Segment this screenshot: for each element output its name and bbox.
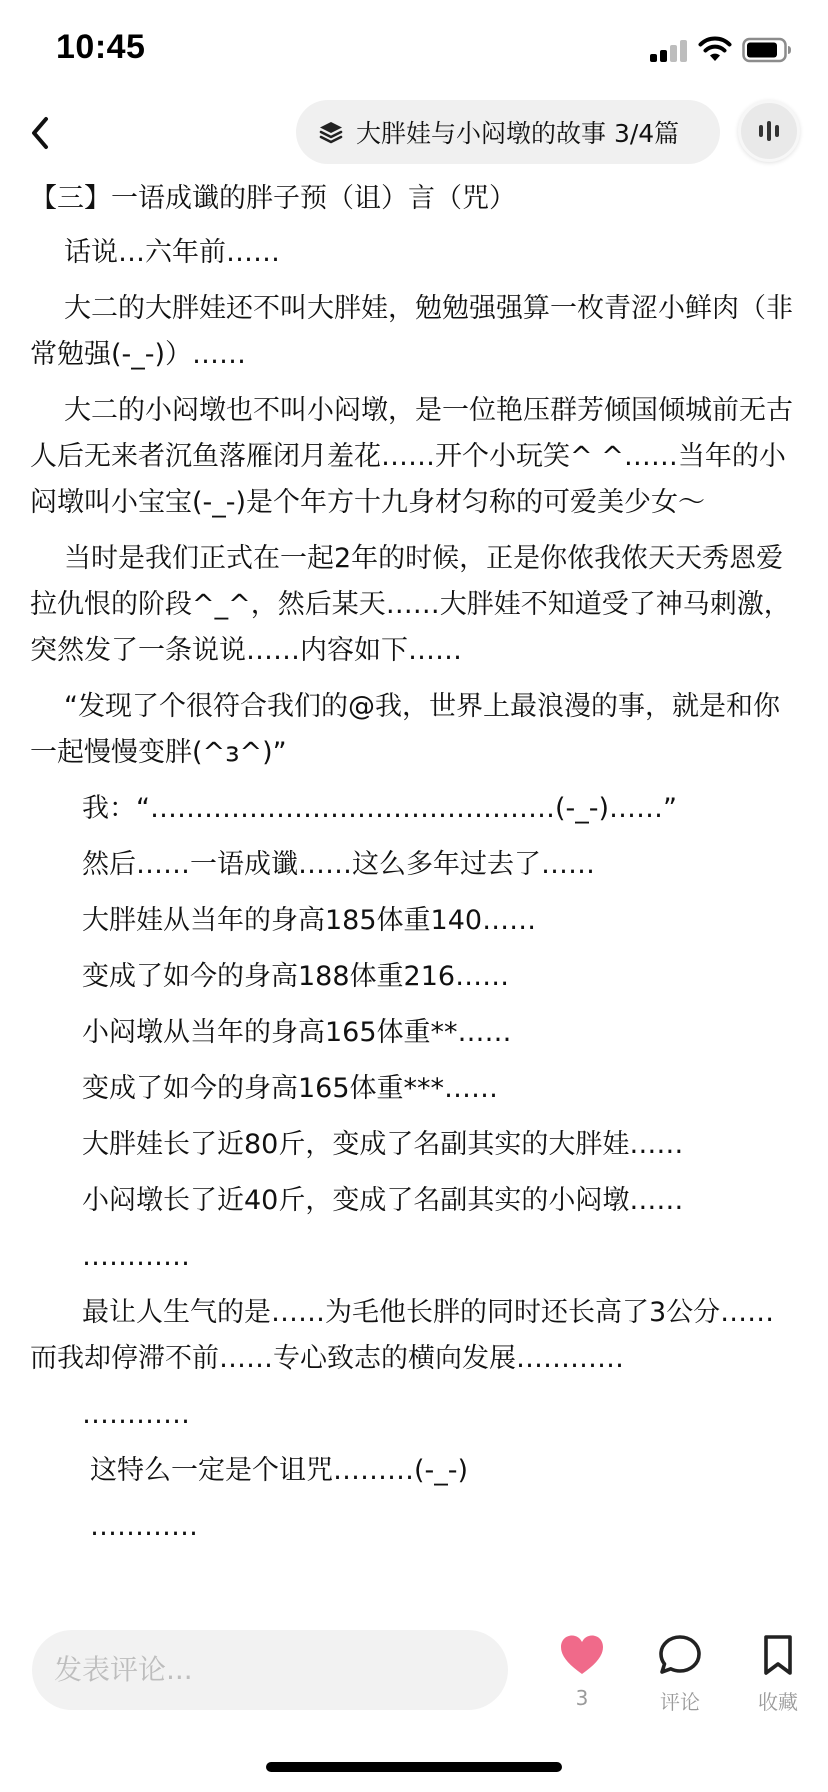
top-nav bbox=[0, 96, 828, 172]
paragraph: ………… bbox=[82, 1399, 190, 1430]
comment-bubble-icon bbox=[658, 1634, 702, 1676]
paragraph: 最让人生气的是……为毛他长胖的同时还长高了3公分……而我却停滞不前……专心致志的横向发展………… bbox=[30, 1297, 775, 1374]
status-time: 10:45 bbox=[56, 28, 146, 66]
bookmark-icon bbox=[761, 1634, 795, 1676]
paragraph: “发现了个很符合我们的@我，世界上最浪漫的事，就是和你一起慢慢变胖(^ɜ^)” bbox=[30, 691, 780, 768]
paragraph: 然后……一语成谶……这么多年过去了…… bbox=[82, 849, 595, 880]
favorite-button[interactable] bbox=[738, 1634, 818, 1734]
paragraph: 我：“………………………………………(-_-)……” bbox=[82, 793, 678, 824]
battery-icon bbox=[742, 37, 792, 63]
audio-waveform-icon bbox=[757, 119, 781, 143]
article-heading: 【三】一语成谶的胖子预（诅）言（咒） bbox=[30, 183, 516, 214]
cellular-signal-icon bbox=[650, 40, 690, 62]
paragraph: 小闷墩长了近40斤，变成了名副其实的小闷墩…… bbox=[82, 1185, 684, 1216]
paragraph: 大二的大胖娃还不叫大胖娃，勉勉强强算一枚青涩小鲜肉（非常勉强(-_-)）…… bbox=[30, 293, 793, 370]
comment-button[interactable] bbox=[640, 1634, 720, 1734]
series-title: 大胖娃与小闷墩的故事 3/4篇 bbox=[356, 119, 680, 148]
paragraph: 变成了如今的身高188体重216…… bbox=[82, 961, 510, 992]
paragraph: 变成了如今的身高165体重***…… bbox=[82, 1073, 499, 1104]
paragraph: ………… bbox=[90, 1511, 198, 1542]
like-button[interactable] bbox=[542, 1634, 622, 1734]
back-chevron-icon bbox=[24, 110, 58, 156]
paragraph: 大二的小闷墩也不叫小闷墩，是一位艳压群芳倾国倾城前无古人后无来者沉鱼落雁闭月羞花……开个小玩笑^ ^……当年的小闷墩叫小宝宝(-_-)是个年方十九身材匀称的可爱美少女～ bbox=[30, 395, 793, 518]
paragraph: 大胖娃从当年的身高185体重140…… bbox=[82, 905, 537, 936]
audio-play-button[interactable] bbox=[738, 100, 800, 162]
paragraph: 这特么一定是个诅咒………(-_-) bbox=[90, 1455, 469, 1486]
like-count: 3 bbox=[575, 1686, 589, 1710]
paragraph: ………… bbox=[82, 1241, 190, 1272]
paragraph: 话说…六年前…… bbox=[64, 237, 280, 268]
paragraph: 当时是我们正式在一起2年的时候，正是你侬我侬天天秀恩爱拉仇恨的阶段^_^，然后某天……大胖娃不知道受了神马刺激，突然发了一条说说……内容如下…… bbox=[30, 543, 791, 666]
paragraph: 小闷墩从当年的身高165体重**…… bbox=[82, 1017, 512, 1048]
wifi-icon bbox=[698, 36, 732, 62]
layers-icon bbox=[318, 119, 344, 145]
comment-input[interactable]: 发表评论... bbox=[32, 1630, 508, 1710]
article-body bbox=[30, 176, 800, 1560]
back-button[interactable] bbox=[24, 110, 58, 156]
comment-label: 评论 bbox=[660, 1690, 700, 1714]
heart-icon bbox=[559, 1634, 605, 1676]
status-bar bbox=[0, 0, 828, 96]
bottom-action-bar bbox=[0, 1620, 828, 1750]
home-indicator bbox=[266, 1762, 562, 1772]
series-title-button[interactable] bbox=[296, 100, 720, 164]
favorite-label: 收藏 bbox=[758, 1690, 798, 1714]
paragraph: 大胖娃长了近80斤，变成了名副其实的大胖娃…… bbox=[82, 1129, 684, 1160]
